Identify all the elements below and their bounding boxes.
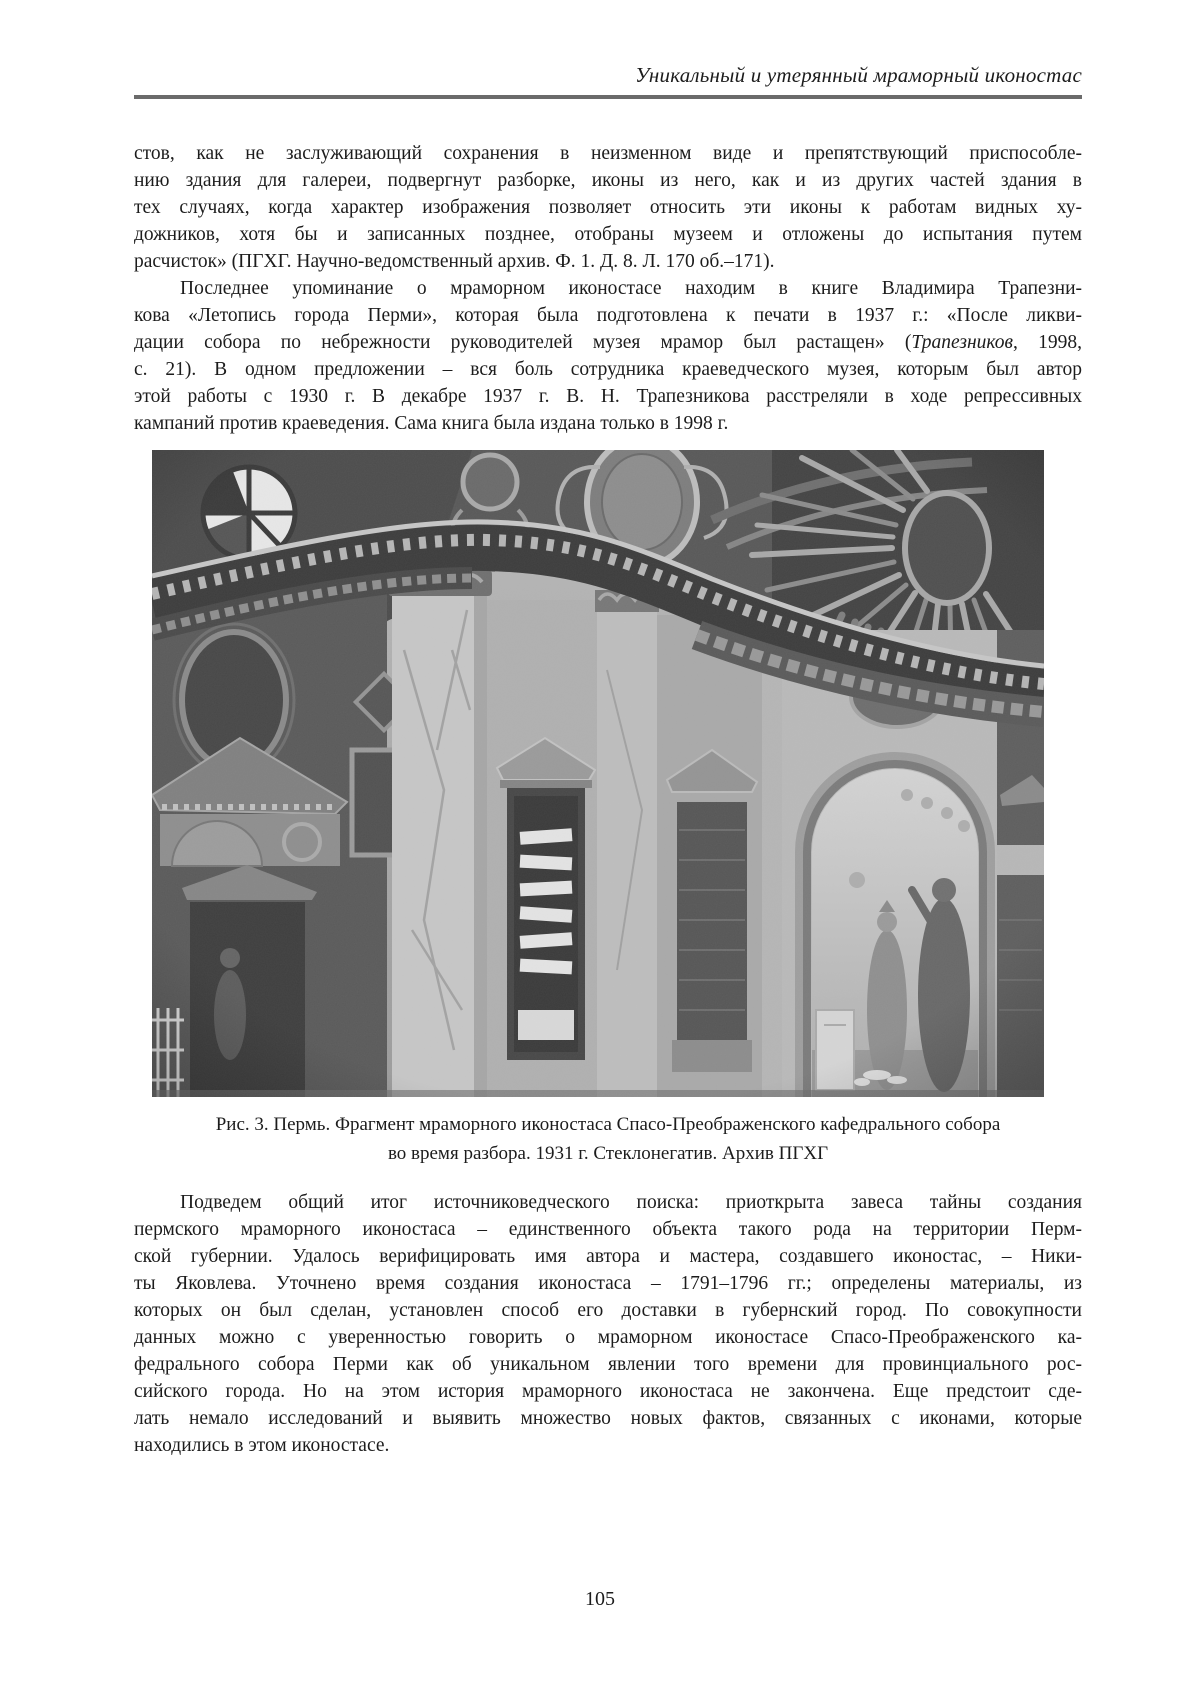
paragraph <box>134 140 1082 275</box>
text-line: дации собора по небрежности руководителей музея мрамор был растащен» (Трапезников, 1998, <box>134 332 1083 353</box>
text-line: кампаний против краеведения. Сама книга была издана только в 1998 г. <box>134 413 729 434</box>
header-rule <box>134 95 1082 99</box>
text-line: дожников, хотя бы и записанных позднее, отобраны музеем и отложены до испытания путем <box>134 224 1082 245</box>
figure-photo <box>152 450 1044 1097</box>
text-line: лать немало исследований и выявить множество новых фактов, связанных с иконами, которые <box>134 1408 1082 1429</box>
text-line: ты Яковлева. Уточнено время создания иконостаса – 1791–1796 гг.; определены материалы, из <box>134 1273 1082 1294</box>
text-line: расчисток» (ПГХГ. Научно-ведомственный архив. Ф. 1. Д. 8. Л. 170 об.–171). <box>134 251 775 272</box>
text-line: Последнее упоминание о мраморном иконостасе находим в книге Владимира Трапезни- <box>180 278 1082 299</box>
figure-caption <box>134 1110 1082 1168</box>
text-line: кова «Летопись города Перми», которая была подготовлена к печати в 1937 г.: «После ликви- <box>134 305 1082 326</box>
text-line: которых он был сделан, установлен способ его доставки в губернский город. По совокупности <box>134 1300 1082 1321</box>
text-line: этой работы с 1930 г. В декабре 1937 г. В. Н. Трапезникова расстреляли в ходе репрессивных <box>134 386 1082 407</box>
text-line: сийского города. Но на этом история мраморного иконостаса не закончена. Еще предстоит сде- <box>134 1381 1082 1402</box>
page-number: 105 <box>585 1588 615 1610</box>
photo-illustration <box>152 450 1044 1097</box>
text-line: с. 21). В одном предложении – вся боль сотрудника краеведческого музея, которым был автор <box>134 359 1082 380</box>
running-title: Уникальный и утерянный мраморный иконостас <box>635 63 1082 87</box>
caption-line-1: Рис. 3. Пермь. Фрагмент мраморного иконостаса Спасо-Преображенского кафедрального собора <box>215 1114 1001 1135</box>
text-line: тех случаях, когда характер изображения позволяет относить эти иконы к работам видных ху- <box>134 197 1082 218</box>
text-line: стов, как не заслуживающий сохранения в неизменном виде и препятствующий приспособле- <box>134 143 1082 164</box>
paragraph <box>134 1189 1082 1459</box>
paragraphs-before-figure <box>134 140 1082 437</box>
paragraph <box>134 275 1082 437</box>
text-line: федрального собора Перми как об уникальном явлении того времени для провинциального рос- <box>134 1354 1082 1375</box>
text-line: находились в этом иконостасе. <box>134 1435 390 1456</box>
figure <box>134 450 1082 1168</box>
caption-line-2: во время разбора. 1931 г. Стеклонегатив. Архив ПГХГ <box>387 1143 829 1164</box>
text-line: ской губернии. Удалось верифицировать имя автора и мастера, создавшего иконостас, – Ники- <box>134 1246 1082 1267</box>
content-column <box>134 0 1082 1459</box>
paragraphs-after-figure <box>134 1189 1082 1459</box>
text-line: пермского мраморного иконостаса – единственного объекта такого рода на территории Перм- <box>134 1219 1082 1240</box>
text-line: данных можно с уверенностью говорить о мраморном иконостасе Спасо-Преображенского ка- <box>134 1327 1082 1348</box>
text-line: Подведем общий итог источниковедческого поиска: приоткрыта завеса тайны создания <box>180 1192 1082 1213</box>
text-line: нию здания для галереи, подвергнут разборке, иконы из него, как и из других частей здания в <box>134 170 1082 191</box>
